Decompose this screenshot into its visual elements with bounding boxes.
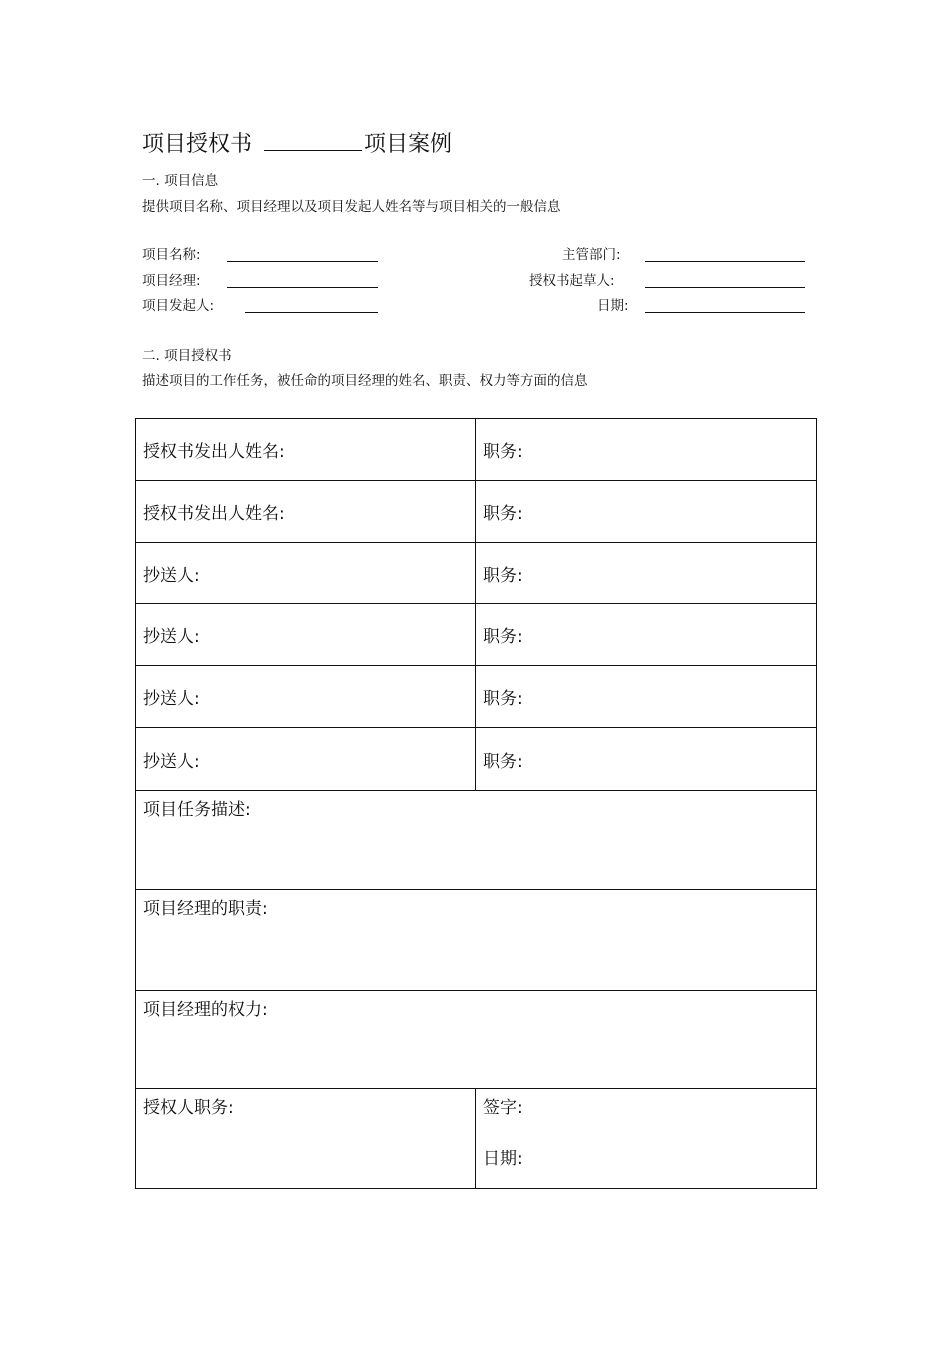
pm-duties-cell[interactable]: 项目经理的职责: bbox=[136, 890, 817, 991]
project-sponsor-label: 项目发起人: bbox=[142, 298, 215, 314]
date-field[interactable] bbox=[645, 312, 805, 313]
section2-heading: 二. 项目授权书 bbox=[142, 348, 232, 364]
cc-cell[interactable]: 抄送人: bbox=[136, 666, 476, 728]
table-row bbox=[136, 481, 817, 543]
table-row bbox=[136, 543, 817, 604]
project-manager-field[interactable] bbox=[227, 287, 378, 288]
authorizer-title-cell[interactable]: 授权人职务: bbox=[136, 1089, 476, 1189]
section1-description: 提供项目名称、项目经理以及项目发起人姓名等与项目相关的一般信息 bbox=[142, 199, 561, 215]
issuer-name-cell[interactable]: 授权书发出人姓名: bbox=[136, 481, 476, 543]
project-sponsor-field[interactable] bbox=[245, 312, 378, 313]
table-row bbox=[136, 666, 817, 728]
cc-title-cell[interactable]: 职务: bbox=[476, 543, 817, 604]
project-name-field[interactable] bbox=[227, 261, 378, 262]
project-name-blank[interactable] bbox=[264, 130, 362, 151]
cc-cell[interactable]: 抄送人: bbox=[136, 604, 476, 666]
drafter-field[interactable] bbox=[645, 287, 805, 288]
cc-cell[interactable]: 抄送人: bbox=[136, 728, 476, 791]
cc-cell[interactable]: 抄送人: bbox=[136, 543, 476, 604]
table-row bbox=[136, 728, 817, 791]
table-row bbox=[136, 890, 817, 991]
title-right: 项目案例 bbox=[364, 132, 453, 157]
table-row bbox=[136, 1089, 817, 1189]
section2-description: 描述项目的工作任务，被任命的项目经理的姓名、职责、权力等方面的信息 bbox=[142, 373, 588, 389]
issuer-title-cell[interactable]: 职务: bbox=[476, 481, 817, 543]
document-title bbox=[142, 127, 452, 158]
table-row bbox=[136, 991, 817, 1089]
cc-title-cell[interactable]: 职务: bbox=[476, 604, 817, 666]
table-row bbox=[136, 419, 817, 481]
authorization-table bbox=[135, 418, 817, 1189]
department-label: 主管部门: bbox=[562, 247, 621, 263]
table-row bbox=[136, 791, 817, 890]
date-label: 日期: bbox=[597, 298, 629, 314]
issuer-title-cell[interactable]: 职务: bbox=[476, 419, 817, 481]
signature-label: 签字: bbox=[483, 1098, 523, 1118]
cc-title-cell[interactable]: 职务: bbox=[476, 728, 817, 791]
pm-authority-cell[interactable]: 项目经理的权力: bbox=[136, 991, 817, 1089]
signature-date-cell[interactable] bbox=[476, 1089, 817, 1189]
project-manager-label: 项目经理: bbox=[142, 273, 201, 289]
project-name-label: 项目名称: bbox=[142, 247, 201, 263]
sign-date-label: 日期: bbox=[483, 1149, 523, 1169]
drafter-label: 授权书起草人: bbox=[529, 273, 615, 289]
table-row bbox=[136, 604, 817, 666]
cc-title-cell[interactable]: 职务: bbox=[476, 666, 817, 728]
department-field[interactable] bbox=[645, 261, 805, 262]
task-description-cell[interactable]: 项目任务描述: bbox=[136, 791, 817, 890]
section1-heading: 一. 项目信息 bbox=[142, 173, 219, 189]
title-left: 项目授权书 bbox=[142, 132, 253, 157]
issuer-name-cell[interactable]: 授权书发出人姓名: bbox=[136, 419, 476, 481]
